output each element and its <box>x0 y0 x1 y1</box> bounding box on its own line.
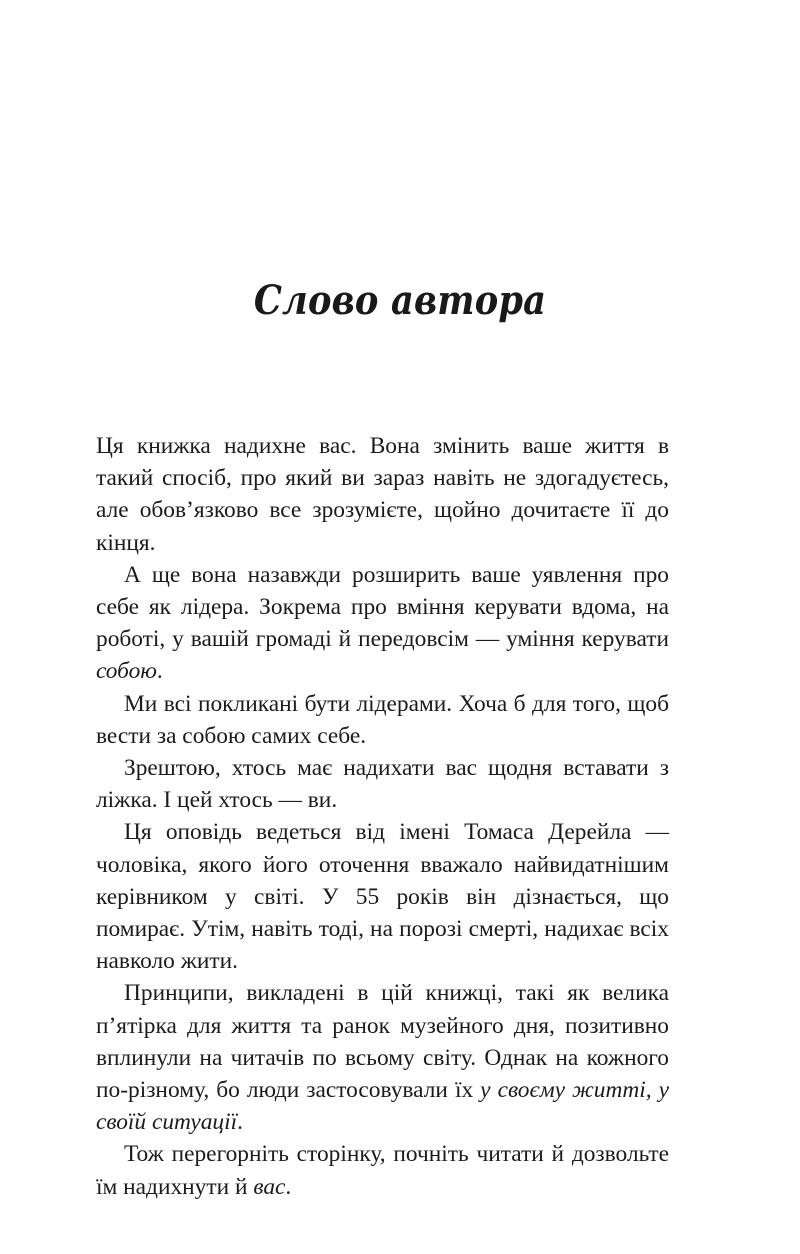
paragraph-3: Ми всі покликані бути лідерами. Хоча б для того, щоб вести за собою самих себе. <box>96 690 669 749</box>
paragraph-4: Зрештою, хтось має надихати вас щодня вставати з ліжка. І цей хтось — ви. <box>96 755 669 814</box>
paragraph-5: Ця оповідь ведеться від імені Томаса Дерейла — чоловіка, якого його оточення вважало найвидатнішим керівником у світі. У 55 років він дізнається, що помирає. Утім, навіть тоді, на порозі смерті, надихає всіх навколо жити. <box>96 819 669 975</box>
paragraph-6-emphasis: у своєму житті, у своїй ситуації <box>96 1077 669 1136</box>
paragraph-7-text-tail: . <box>285 1173 292 1200</box>
paragraph-2 <box>96 559 669 688</box>
paragraph-6-text-tail: . <box>237 1109 243 1136</box>
paragraph-7 <box>96 1138 669 1202</box>
page-title: Слово автора <box>253 276 547 324</box>
paragraph-6 <box>96 977 669 1138</box>
paragraph-2-text-lead: А ще вона назавжди розширить ваше уявлення про себе як лідера. Зокрема про вміння керувати вдома, на роботі, у вашій громаді й передовсім — уміння керувати <box>96 561 669 653</box>
paragraph-2-emphasis: собою <box>96 658 157 685</box>
paragraph-1: Ця книжка надихне вас. Вона змінить ваше життя в такий спосіб, про який ви зараз навіть не здогадуєтесь, але обов’язково все зрозумієте, щойно дочитаєте її до кінця. <box>96 433 669 556</box>
paragraph-6-text-lead: Принципи, викладені в цій книжці, такі як велика п’ятірка для життя та ранок музейного дня, позитивно вплинули на читачів по всьому світу. Однак на кожного по-різному, бо люди застосовували їх <box>96 980 669 1104</box>
paragraph-7-text-lead: Тож перегорніть сторінку, почніть читати й дозвольте їм надихнути й <box>96 1141 669 1200</box>
paragraph-2-text-tail: . <box>156 658 163 685</box>
paragraph-7-emphasis: вас <box>253 1173 286 1200</box>
body-text-column <box>96 430 669 1203</box>
